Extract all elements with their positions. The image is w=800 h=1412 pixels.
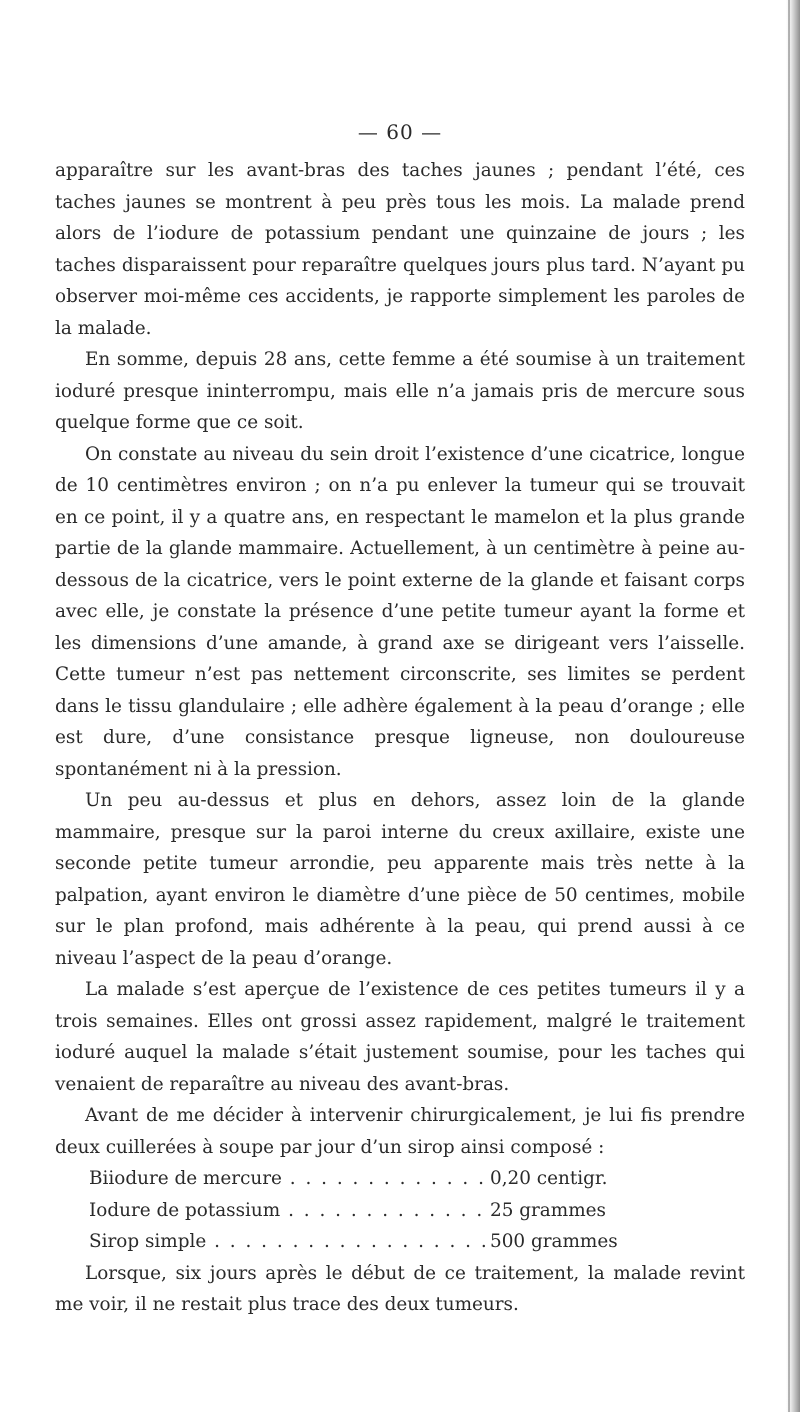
formula-quantity: 500 grammes bbox=[490, 1231, 618, 1252]
formula-quantity: 0,20 centigr. bbox=[490, 1168, 608, 1189]
body-text bbox=[55, 155, 745, 1321]
page-edge-line bbox=[788, 0, 790, 1412]
prescription-formula bbox=[55, 1163, 745, 1258]
formula-ingredient: Biiodure de mercure . . . bbox=[55, 1163, 490, 1195]
formula-ingredient: Sirop simple . . . bbox=[55, 1226, 490, 1258]
formula-line bbox=[55, 1226, 745, 1258]
formula-line bbox=[55, 1195, 745, 1227]
paragraph: En somme, depuis 28 ans, cette femme a été soumise à un traitement ioduré presque ininterrompu, mais elle n’a jamais pris de mercure sous quelque forme que ce soit. bbox=[55, 349, 745, 433]
paragraph: Un peu au-dessus et plus en dehors, assez loin de la glande mammaire, presque sur la paroi interne du creux axillaire, existe une seconde petite tumeur arrondie, peu apparente mais très nette à la palpation, ayant environ le diamètre d’une pièce de 50 centimes, mobile sur le plan profond, mais adhérente à la peau, qui prend aussi à ce niveau l’aspect de la peau d’orange. bbox=[55, 790, 745, 969]
formula-line bbox=[55, 1163, 745, 1195]
paragraph: On constate au niveau du sein droit l’existence d’une cicatrice, longue de 10 centimètres environ ; on n’a pu enlever la tumeur qui se trouvait en ce point, il y a quatre ans, en respectant le mamelon et la plus grande partie de la glande mammaire. Actuellement, à un centimètre à peine au-dessous de la cicatrice, vers le point externe de la glande et faisant corps avec elle, je constate la présence d’une petite tumeur ayant la forme et les dimensions d’une amande, à grand axe se dirigeant vers l’aisselle. Cette tumeur n’est pas nettement circonscrite, ses limites se perdent dans le tissu glandulaire ; elle adhère également à la peau d’orange ; elle est dure, d’une consistance presque ligneuse, non douloureuse spontanément ni à la pression. bbox=[55, 443, 745, 780]
page-number: — 60 — bbox=[357, 120, 443, 144]
paragraph: Lorsque, six jours après le début de ce traitement, la malade revint me voir, il ne restait plus trace des deux tumeurs. bbox=[55, 1262, 745, 1315]
formula-ingredient: Iodure de potassium . . . bbox=[55, 1195, 490, 1227]
paragraph: La malade s’est aperçue de l’existence de ces petites tumeurs il y a trois semaines. Elles ont grossi assez rapidement, malgré le traitement ioduré auquel la malade s’était justement soumise, pour les taches qui venaient de reparaître au niveau des avant-bras. bbox=[55, 979, 745, 1095]
formula-quantity: 25 grammes bbox=[490, 1199, 606, 1221]
paragraph: Avant de me décider à intervenir chirurgicalement, je lui fis prendre deux cuillerées à soupe par jour d’un sirop ainsi composé : bbox=[55, 1105, 745, 1158]
paragraph: apparaître sur les avant-bras des taches jaunes ; pendant l’été, ces taches jaunes se montrent à peu près tous les mois. La malade prend alors de l’iodure de potassium pendant une quinzaine de jours ; les taches disparaissent pour reparaître quelques jours plus tard. N’ayant pu observer moi-même ces accidents, je rapporte simplement les paroles de la malade. bbox=[55, 160, 745, 339]
